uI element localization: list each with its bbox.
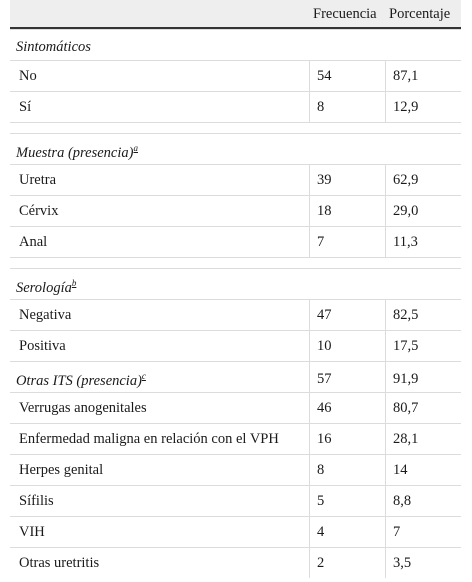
section-muestra <box>10 133 461 164</box>
row-pct: 80,7 <box>385 392 461 423</box>
section-title: Otras ITS (presencia) <box>16 372 142 389</box>
row-freq: 47 <box>309 299 385 330</box>
section-title: Serología <box>16 279 72 296</box>
row-freq: 4 <box>309 516 385 547</box>
row-label: Sífilis <box>10 485 309 516</box>
row-freq: 7 <box>309 226 385 257</box>
table-row <box>10 423 461 454</box>
footnote-link-b[interactable]: b <box>71 278 77 289</box>
table-row <box>10 516 461 547</box>
section-title: Muestra (presencia) <box>16 144 134 161</box>
row-label: Negativa <box>10 299 309 330</box>
row-label: Otras uretritis <box>10 547 309 578</box>
row-label: Sí <box>10 91 309 122</box>
row-freq: 8 <box>309 91 385 122</box>
row-freq: 2 <box>309 547 385 578</box>
table-row <box>10 392 461 423</box>
row-freq: 46 <box>309 392 385 423</box>
table-row <box>10 485 461 516</box>
table-row <box>10 195 461 226</box>
row-pct: 82,5 <box>385 299 461 330</box>
header-empty <box>10 0 309 29</box>
row-label: VIH <box>10 516 309 547</box>
row-label: Enfermedad maligna en relación con el VPH <box>10 423 309 454</box>
row-pct: 7 <box>385 516 461 547</box>
table-row <box>10 60 461 91</box>
frequency-table <box>10 0 461 578</box>
row-label: Cérvix <box>10 195 309 226</box>
table-row <box>10 164 461 195</box>
row-pct: 12,9 <box>385 91 461 122</box>
section-title-cell <box>10 268 461 299</box>
table-row <box>10 91 461 122</box>
table-row <box>10 226 461 257</box>
section-title: Sintomáticos <box>10 29 461 60</box>
footnote-link-a[interactable]: a <box>133 143 138 154</box>
row-label: No <box>10 60 309 91</box>
row-freq: 5 <box>309 485 385 516</box>
row-freq: 8 <box>309 454 385 485</box>
row-label: Anal <box>10 226 309 257</box>
row-pct: 8,8 <box>385 485 461 516</box>
row-label: Verrugas anogenitales <box>10 392 309 423</box>
table-row <box>10 454 461 485</box>
row-freq: 16 <box>309 423 385 454</box>
row-freq: 54 <box>309 60 385 91</box>
table-row <box>10 547 461 578</box>
header-frecuencia: Frecuencia <box>309 0 385 29</box>
section-sintomaticos <box>10 29 461 60</box>
table-row <box>10 299 461 330</box>
row-pct: 87,1 <box>385 60 461 91</box>
row-label: Herpes genital <box>10 454 309 485</box>
row-pct: 28,1 <box>385 423 461 454</box>
section-freq: 57 <box>309 361 385 392</box>
row-pct: 17,5 <box>385 330 461 361</box>
row-label: Uretra <box>10 164 309 195</box>
row-freq: 10 <box>309 330 385 361</box>
spacer-row <box>10 257 461 268</box>
section-title-cell <box>10 133 461 164</box>
section-otras-its <box>10 361 461 392</box>
table-header-row <box>10 0 461 29</box>
row-freq: 18 <box>309 195 385 226</box>
spacer-row <box>10 122 461 133</box>
table-row <box>10 330 461 361</box>
row-pct: 29,0 <box>385 195 461 226</box>
row-pct: 62,9 <box>385 164 461 195</box>
section-title-cell <box>10 361 309 392</box>
row-pct: 3,5 <box>385 547 461 578</box>
footnote-link-c[interactable]: c <box>141 371 146 382</box>
row-pct: 11,3 <box>385 226 461 257</box>
section-pct: 91,9 <box>385 361 461 392</box>
row-freq: 39 <box>309 164 385 195</box>
row-label: Positiva <box>10 330 309 361</box>
section-serologia <box>10 268 461 299</box>
row-pct: 14 <box>385 454 461 485</box>
header-porcentaje: Porcentaje <box>385 0 461 29</box>
